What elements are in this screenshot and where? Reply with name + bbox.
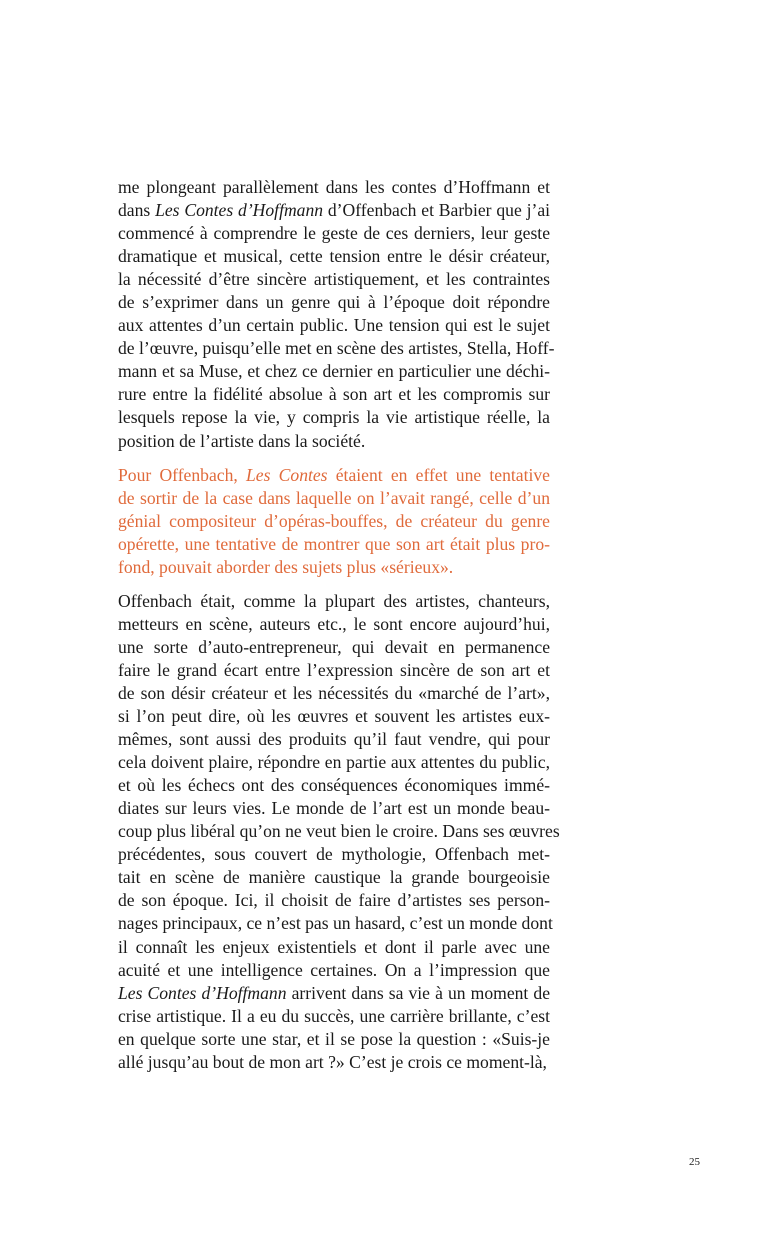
text-line	[118, 982, 550, 1005]
text-line: fond, pouvait aborder des sujets plus «sérieux».	[118, 556, 454, 577]
text-line: faire le grand écart entre l’expression sincère de son art et	[118, 659, 550, 680]
text-line: crise artistique. Il a eu du succès, une carrière brillante, c’est	[118, 1005, 550, 1026]
text-line: tait en scène de manière caustique la grande bourgeoisie	[118, 867, 550, 888]
text-line: si l’on peut dire, où les œuvres et souvent les artistes eux-	[118, 706, 550, 727]
text-line: me plongeant parallèlement dans les contes d’Hoffmann et	[118, 177, 550, 197]
text-line: position de l’artiste dans la société.	[118, 430, 366, 451]
text-line: Offenbach était, comme la plupart des artistes, chanteurs,	[118, 590, 550, 611]
text-line: opérette, une tentative de montrer que son art était plus pro-	[118, 533, 550, 554]
text-line: mann et sa Muse, et chez ce dernier en particulier une déchi-	[118, 361, 550, 382]
text-line: commencé à comprendre le geste de ces derniers, leur geste	[118, 223, 550, 244]
text-line: une sorte d’auto-entrepreneur, qui devait en permanence	[118, 636, 550, 657]
paragraph-3	[118, 590, 560, 1074]
text-line: et où les échecs ont des conséquences économiques immé-	[118, 775, 550, 796]
text-line: de s’exprimer dans un genre qui à l’époque doit répondre	[118, 292, 550, 313]
highlighted-paragraph	[118, 464, 550, 579]
text-line	[118, 464, 550, 487]
text-line: génial compositeur d’opéras-bouffes, de créateur du genre	[118, 510, 550, 531]
text-line: de son désir créateur et les nécessités du «marché de l’art»,	[118, 682, 550, 703]
text-line: cela doivent plaire, répondre en partie aux attentes du public,	[118, 752, 550, 773]
text-line: diates sur leurs vies. Le monde de l’art est un monde beau-	[118, 798, 550, 819]
text-segment: d’Offenbach et Barbier que j’ai	[323, 200, 551, 221]
page-body	[118, 176, 560, 1074]
text-line: de son époque. Ici, il choisit de faire d’artistes ses person-	[118, 890, 550, 911]
text-line: précédentes, sous couvert de mythologie, Offenbach met-	[118, 844, 550, 865]
paragraph-1	[118, 176, 555, 453]
text-line: de sortir de la case dans laquelle on l’avait rangé, celle d’un	[118, 487, 550, 508]
text-line: en quelque sorte une star, et il se pose la question : «Suis-je	[118, 1028, 550, 1049]
text-line: metteurs en scène, auteurs etc., le sont encore aujourd’hui,	[118, 613, 550, 634]
text-segment: étaient en effet une tentative	[327, 464, 550, 485]
page-number: 25	[689, 1156, 700, 1168]
text-line: coup plus libéral qu’on ne veut bien le croire. Dans ses œuvres	[118, 821, 560, 842]
text-line: acuité et une intelligence certaines. On a l’impression que	[118, 959, 550, 980]
text-line: lesquels repose la vie, y compris la vie artistique réelle, la	[118, 407, 550, 428]
text-line: nages principaux, ce n’est pas un hasard, c’est un monde dont	[118, 913, 553, 934]
italic-title: Les Contes	[246, 464, 328, 485]
text-line: de l’œuvre, puisqu’elle met en scène des artistes, Stella, Hoff-	[118, 338, 555, 359]
text-segment: arrivent dans sa vie à un moment de	[286, 982, 551, 1003]
text-line: dramatique et musical, cette tension entre le désir créateur,	[118, 246, 550, 267]
text-segment: Pour Offenbach,	[118, 464, 246, 485]
text-line: il connaît les enjeux existentiels et dont il parle avec une	[118, 936, 550, 957]
text-segment: dans	[118, 200, 156, 221]
italic-title: Les Contes d’Hoffmann	[118, 982, 287, 1003]
text-line	[118, 199, 550, 222]
text-line: aux attentes d’un certain public. Une tension qui est le sujet	[118, 315, 550, 336]
italic-title: Les Contes d’Hoffmann	[155, 200, 324, 221]
text-line: allé jusqu’au bout de mon art ?» C’est je crois ce moment-là,	[118, 1051, 547, 1072]
text-line: la nécessité d’être sincère artistiquement, et les contraintes	[118, 269, 550, 290]
text-line: mêmes, sont aussi des produits qu’il faut vendre, qui pour	[118, 729, 550, 750]
text-line: rure entre la fidélité absolue à son art et les compromis sur	[118, 384, 550, 405]
